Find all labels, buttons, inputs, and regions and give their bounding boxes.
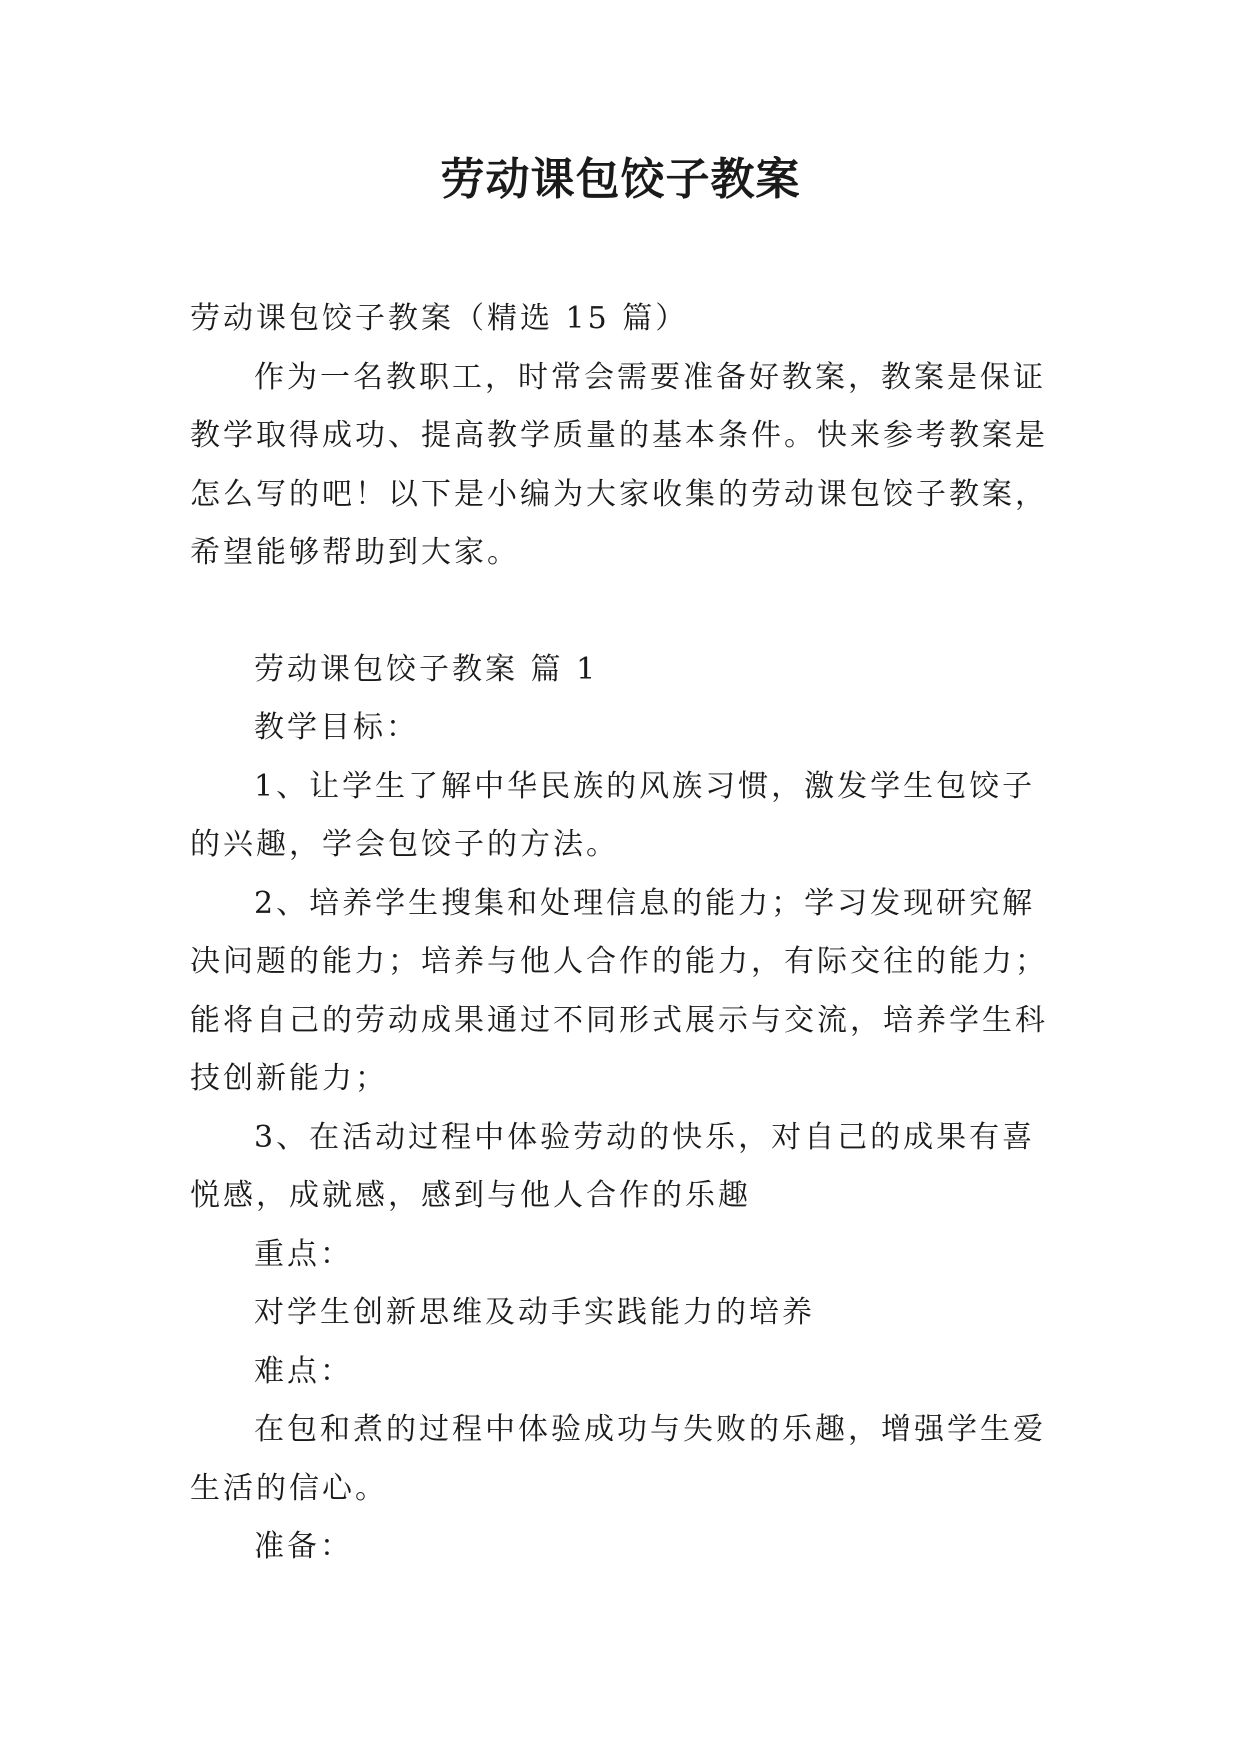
subtitle-line: 劳动课包饺子教案（精选 15 篇） [190,301,689,336]
key-point-label: 重点： [254,1236,353,1272]
difficulty-text: 在包和煮的过程中体验成功与失败的乐趣，增强学生爱生活的信心。 [190,1412,1046,1506]
section-heading: 劳动课包饺子教案 篇 1 [254,651,599,687]
intro-paragraph: 作为一名教职工，时常会需要准备好教案，教案是保证教学取得成功、提高教学质量的基本条件。快来参考教案是怎么写的吧！以下是小编为大家收集的劳动课包饺子教案，希望能够帮助到大家。 [190,359,1048,570]
paragraph-gap [190,583,1052,641]
preparation-label: 准备： [254,1529,353,1564]
key-point-text: 对学生创新思维及动手实践能力的培养 [254,1295,815,1330]
document-title: 劳动课包饺子教案 [440,154,801,205]
difficulty-label: 难点： [254,1353,353,1389]
document-body [190,290,1052,1577]
goal-item-2: 2、培养学生搜集和处理信息的能力；学习发现研究解决问题的能力；培养与他人合作的能力，有际交往的能力；能将自己的劳动成果通过不同形式展示与交流，培养学生科技创新能力； [190,885,1048,1096]
teaching-goals-label: 教学目标： [254,710,419,745]
goal-item-3: 3、在活动过程中体验劳动的快乐，对自己的成果有喜悦感，成就感，感到与他人合作的乐趣 [190,1119,1036,1213]
goal-item-1: 1、让学生了解中华民族的风族习惯，激发学生包饺子的兴趣，学会包饺子的方法。 [190,768,1036,862]
